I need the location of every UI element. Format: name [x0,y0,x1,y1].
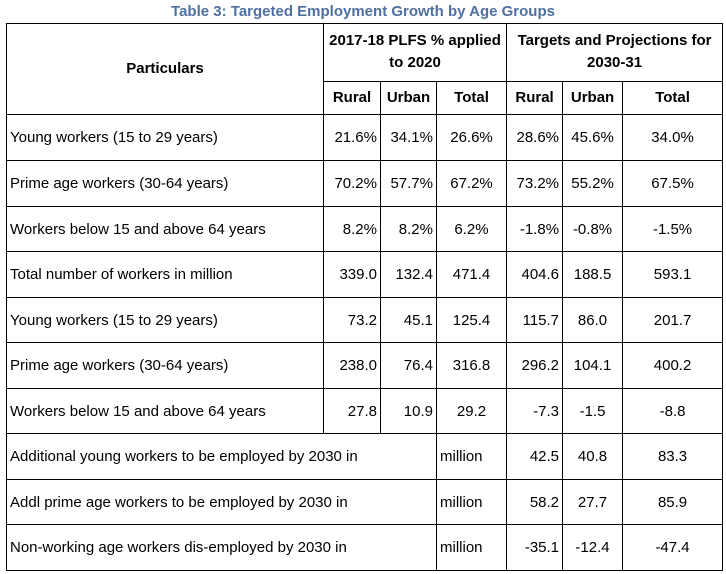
additional-row-label: Addl prime age workers to be employed by 2030 in [7,479,437,524]
table-row [7,252,723,297]
cell-urban-2020: 8.2% [381,206,437,251]
cell-rural-2030: 58.2 [507,479,563,524]
table-row [7,206,723,251]
cell-total-2020: 6.2% [437,206,507,251]
table-title: Table 3: Targeted Employment Growth by Age Groups [171,3,555,20]
table-row [7,161,723,206]
cell-total-2030: 593.1 [623,252,723,297]
cell-rural-2020: 70.2% [324,161,381,206]
cell-urban-2030: 45.6% [563,114,623,161]
cell-total-2030: -8.8 [623,388,723,433]
cell-urban-2020: 76.4 [381,343,437,388]
header-row-group [7,24,723,82]
cell-rural-2020: 73.2 [324,297,381,342]
cell-urban-2020: 34.1% [381,114,437,161]
additional-row-label: Non-working age workers dis-employed by 2030 in [7,525,437,571]
cell-total-2020: 67.2% [437,161,507,206]
cell-total-2020: 29.2 [437,388,507,433]
cell-urban-2030: 27.7 [563,479,623,524]
unit-cell: million [437,434,507,479]
header-rural-2020: Rural [324,81,381,114]
row-label: Young workers (15 to 29 years) [7,297,324,342]
cell-rural-2020: 8.2% [324,206,381,251]
row-label: Workers below 15 and above 64 years [7,206,324,251]
additional-row-label: Additional young workers to be employed by 2030 in [7,434,437,479]
table-row [7,388,723,433]
cell-urban-2020: 45.1 [381,297,437,342]
cell-total-2030: 400.2 [623,343,723,388]
unit-cell: million [437,525,507,571]
header-plfs-2020: 2017-18 PLFS % applied to 2020 [324,24,507,82]
cell-urban-2030: -0.8% [563,206,623,251]
cell-rural-2020: 238.0 [324,343,381,388]
cell-rural-2030: 28.6% [507,114,563,161]
cell-rural-2020: 339.0 [324,252,381,297]
cell-rural-2020: 21.6% [324,114,381,161]
row-label: Young workers (15 to 29 years) [7,114,324,161]
cell-rural-2020: 27.8 [324,388,381,433]
cell-total-2030: 83.3 [623,434,723,479]
cell-urban-2030: 86.0 [563,297,623,342]
cell-urban-2020: 10.9 [381,388,437,433]
cell-total-2020: 125.4 [437,297,507,342]
header-urban-2030: Urban [563,81,623,114]
cell-total-2030: 85.9 [623,479,723,524]
header-total-2020: Total [437,81,507,114]
row-label: Total number of workers in million [7,252,324,297]
header-total-2030: Total [623,81,723,114]
unit-cell: million [437,479,507,524]
cell-rural-2030: -35.1 [507,525,563,571]
cell-urban-2030: 55.2% [563,161,623,206]
cell-total-2030: 34.0% [623,114,723,161]
cell-rural-2030: 115.7 [507,297,563,342]
cell-total-2020: 316.8 [437,343,507,388]
additional-row [7,525,723,571]
header-particulars: Particulars [7,24,324,115]
header-targets-2030: Targets and Projections for 2030-31 [507,24,723,82]
cell-rural-2030: 404.6 [507,252,563,297]
cell-urban-2030: -12.4 [563,525,623,571]
cell-urban-2030: 104.1 [563,343,623,388]
table-row [7,297,723,342]
header-rural-2030: Rural [507,81,563,114]
cell-rural-2030: 296.2 [507,343,563,388]
cell-total-2020: 471.4 [437,252,507,297]
cell-total-2020: 26.6% [437,114,507,161]
table-row [7,343,723,388]
cell-total-2030: 201.7 [623,297,723,342]
cell-rural-2030: -7.3 [507,388,563,433]
cell-total-2030: -1.5% [623,206,723,251]
additional-row [7,479,723,524]
cell-rural-2030: 42.5 [507,434,563,479]
cell-rural-2030: 73.2% [507,161,563,206]
header-urban-2020: Urban [381,81,437,114]
additional-row [7,434,723,479]
cell-urban-2030: 188.5 [563,252,623,297]
row-label: Workers below 15 and above 64 years [7,388,324,433]
cell-urban-2020: 132.4 [381,252,437,297]
row-label: Prime age workers (30-64 years) [7,343,324,388]
employment-growth-table [6,23,723,571]
table-row [7,114,723,161]
cell-total-2030: 67.5% [623,161,723,206]
cell-urban-2030: -1.5 [563,388,623,433]
cell-rural-2030: -1.8% [507,206,563,251]
cell-urban-2020: 57.7% [381,161,437,206]
cell-total-2030: -47.4 [623,525,723,571]
cell-urban-2030: 40.8 [563,434,623,479]
row-label: Prime age workers (30-64 years) [7,161,324,206]
